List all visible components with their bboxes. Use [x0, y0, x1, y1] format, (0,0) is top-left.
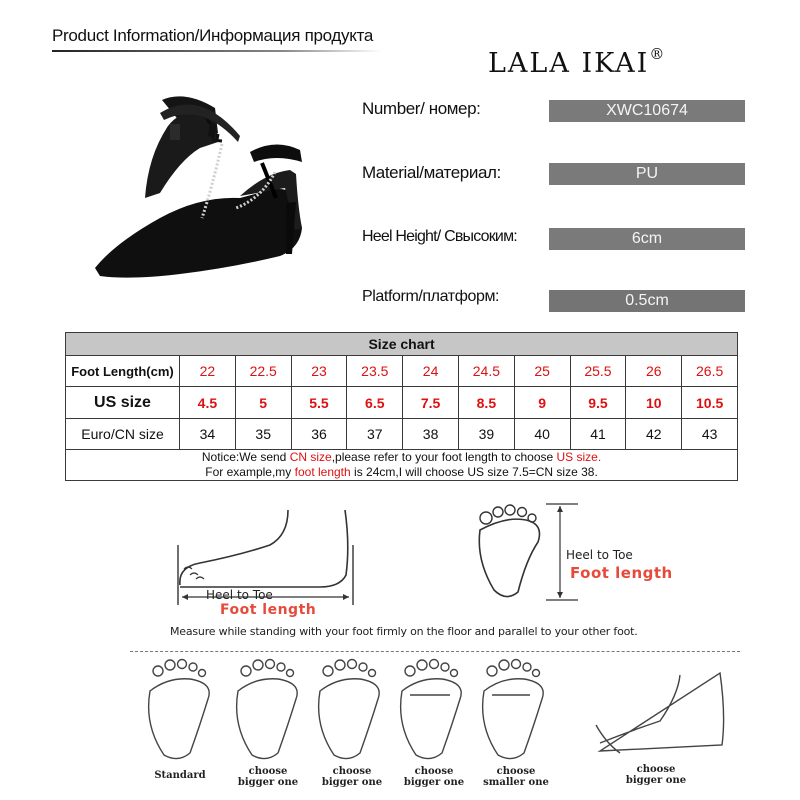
notice-part: For example,my — [205, 465, 295, 479]
us-size-cell: 9 — [514, 387, 570, 419]
foot-type-line2: bigger one — [403, 777, 465, 788]
product-image — [90, 78, 310, 290]
top-caption-foot-length: Foot length — [570, 564, 673, 582]
foot-type-line1: choose — [636, 764, 676, 775]
foot-type-caption — [140, 770, 220, 781]
top-foot-diagram — [466, 500, 581, 605]
side-caption-heel-to-toe: Heel to Toe — [206, 588, 273, 602]
us-size-cell: 5 — [235, 387, 291, 419]
foot-types-diagram — [130, 655, 740, 765]
foot-type-line2: bigger one — [237, 777, 299, 788]
measure-instruction: Measure while standing with your foot firmly on the floor and parallel to your other foot. — [170, 625, 638, 638]
foot-length-cell: 23 — [291, 356, 347, 387]
registered-mark: ® — [649, 45, 667, 63]
foot-type-line2: bigger one — [321, 777, 383, 788]
number-label: Number/ номер: — [362, 99, 481, 118]
us-size-cell: 5.5 — [291, 387, 347, 419]
us-size-cell: 8.5 — [458, 387, 514, 419]
brand-name: LALA IKAI — [488, 48, 650, 79]
number-value: XWC10674 — [549, 100, 745, 122]
side-caption-foot-length: Foot length — [220, 602, 317, 618]
foot-type-line2: bigger one — [625, 775, 687, 786]
size-chart-title-row — [66, 333, 738, 356]
euro-size-cell: 37 — [347, 419, 403, 450]
notice-us-size: US size. — [556, 450, 602, 464]
euro-size-cell: 35 — [235, 419, 291, 450]
foot-type-line1: choose — [414, 766, 454, 777]
foot-type-line1: choose — [496, 766, 536, 777]
page-title: Product Information/Информация продукта — [52, 26, 374, 45]
top-caption-heel-to-toe: Heel to Toe — [566, 548, 633, 562]
foot-length-cell: 25 — [514, 356, 570, 387]
heel-height-value: 6cm — [549, 228, 745, 250]
platform-label: Platform/платформ: — [362, 288, 500, 305]
foot-type-caption — [228, 766, 308, 788]
foot-type-caption — [394, 766, 474, 788]
euro-size-cell: 34 — [180, 419, 236, 450]
foot-length-row-label: Foot Length(cm) — [66, 356, 180, 387]
foot-length-cell: 23.5 — [347, 356, 403, 387]
size-chart-title: Size chart — [66, 333, 738, 356]
title-underline — [52, 50, 382, 52]
foot-length-cell: 26 — [626, 356, 682, 387]
foot-length-cell: 25.5 — [570, 356, 626, 387]
foot-type-caption — [616, 764, 696, 786]
foot-type-caption — [312, 766, 392, 788]
us-size-cell: 10.5 — [682, 387, 738, 419]
notice-text — [66, 450, 738, 481]
platform-value: 0.5cm — [549, 290, 745, 312]
brand-logo — [488, 45, 667, 79]
foot-type-line1: choose — [332, 766, 372, 777]
euro-size-cell: 41 — [570, 419, 626, 450]
notice-cn-size: CN size — [289, 450, 332, 464]
foot-type-line2: smaller one — [483, 777, 549, 788]
heel-height-label: Heel Height/ Свысоким: — [362, 228, 517, 245]
us-size-cell: 6.5 — [347, 387, 403, 419]
us-size-row-label: US size — [66, 387, 180, 419]
notice-foot-length: foot length — [294, 465, 351, 479]
material-value: PU — [549, 163, 745, 185]
material-label: Material/материал: — [362, 163, 501, 182]
euro-size-row-label: Euro/CN size — [66, 419, 180, 450]
euro-size-row — [66, 419, 738, 450]
foot-length-cell: 24.5 — [458, 356, 514, 387]
us-size-cell: 4.5 — [180, 387, 236, 419]
euro-size-cell: 38 — [403, 419, 459, 450]
us-size-cell: 9.5 — [570, 387, 626, 419]
euro-size-cell: 42 — [626, 419, 682, 450]
foot-type-line1: Standard — [154, 770, 206, 781]
dashed-divider — [130, 651, 740, 652]
foot-type-line1: choose — [248, 766, 288, 777]
notice-part: ,please refer to your foot length to choose — [331, 450, 557, 464]
euro-size-cell: 39 — [458, 419, 514, 450]
foot-length-cell: 22 — [180, 356, 236, 387]
us-size-cell: 7.5 — [403, 387, 459, 419]
notice-row — [66, 450, 738, 481]
euro-size-cell: 43 — [682, 419, 738, 450]
notice-part: Notice:We send — [201, 450, 290, 464]
us-size-cell: 10 — [626, 387, 682, 419]
foot-length-row — [66, 356, 738, 387]
foot-length-cell: 24 — [403, 356, 459, 387]
us-size-row — [66, 387, 738, 419]
foot-length-cell: 26.5 — [682, 356, 738, 387]
notice-part: is 24cm,I will choose US size 7.5=CN size 38. — [350, 465, 598, 479]
foot-type-caption — [476, 766, 556, 788]
euro-size-cell: 36 — [291, 419, 347, 450]
foot-length-cell: 22.5 — [235, 356, 291, 387]
euro-size-cell: 40 — [514, 419, 570, 450]
size-chart-table — [65, 332, 738, 481]
